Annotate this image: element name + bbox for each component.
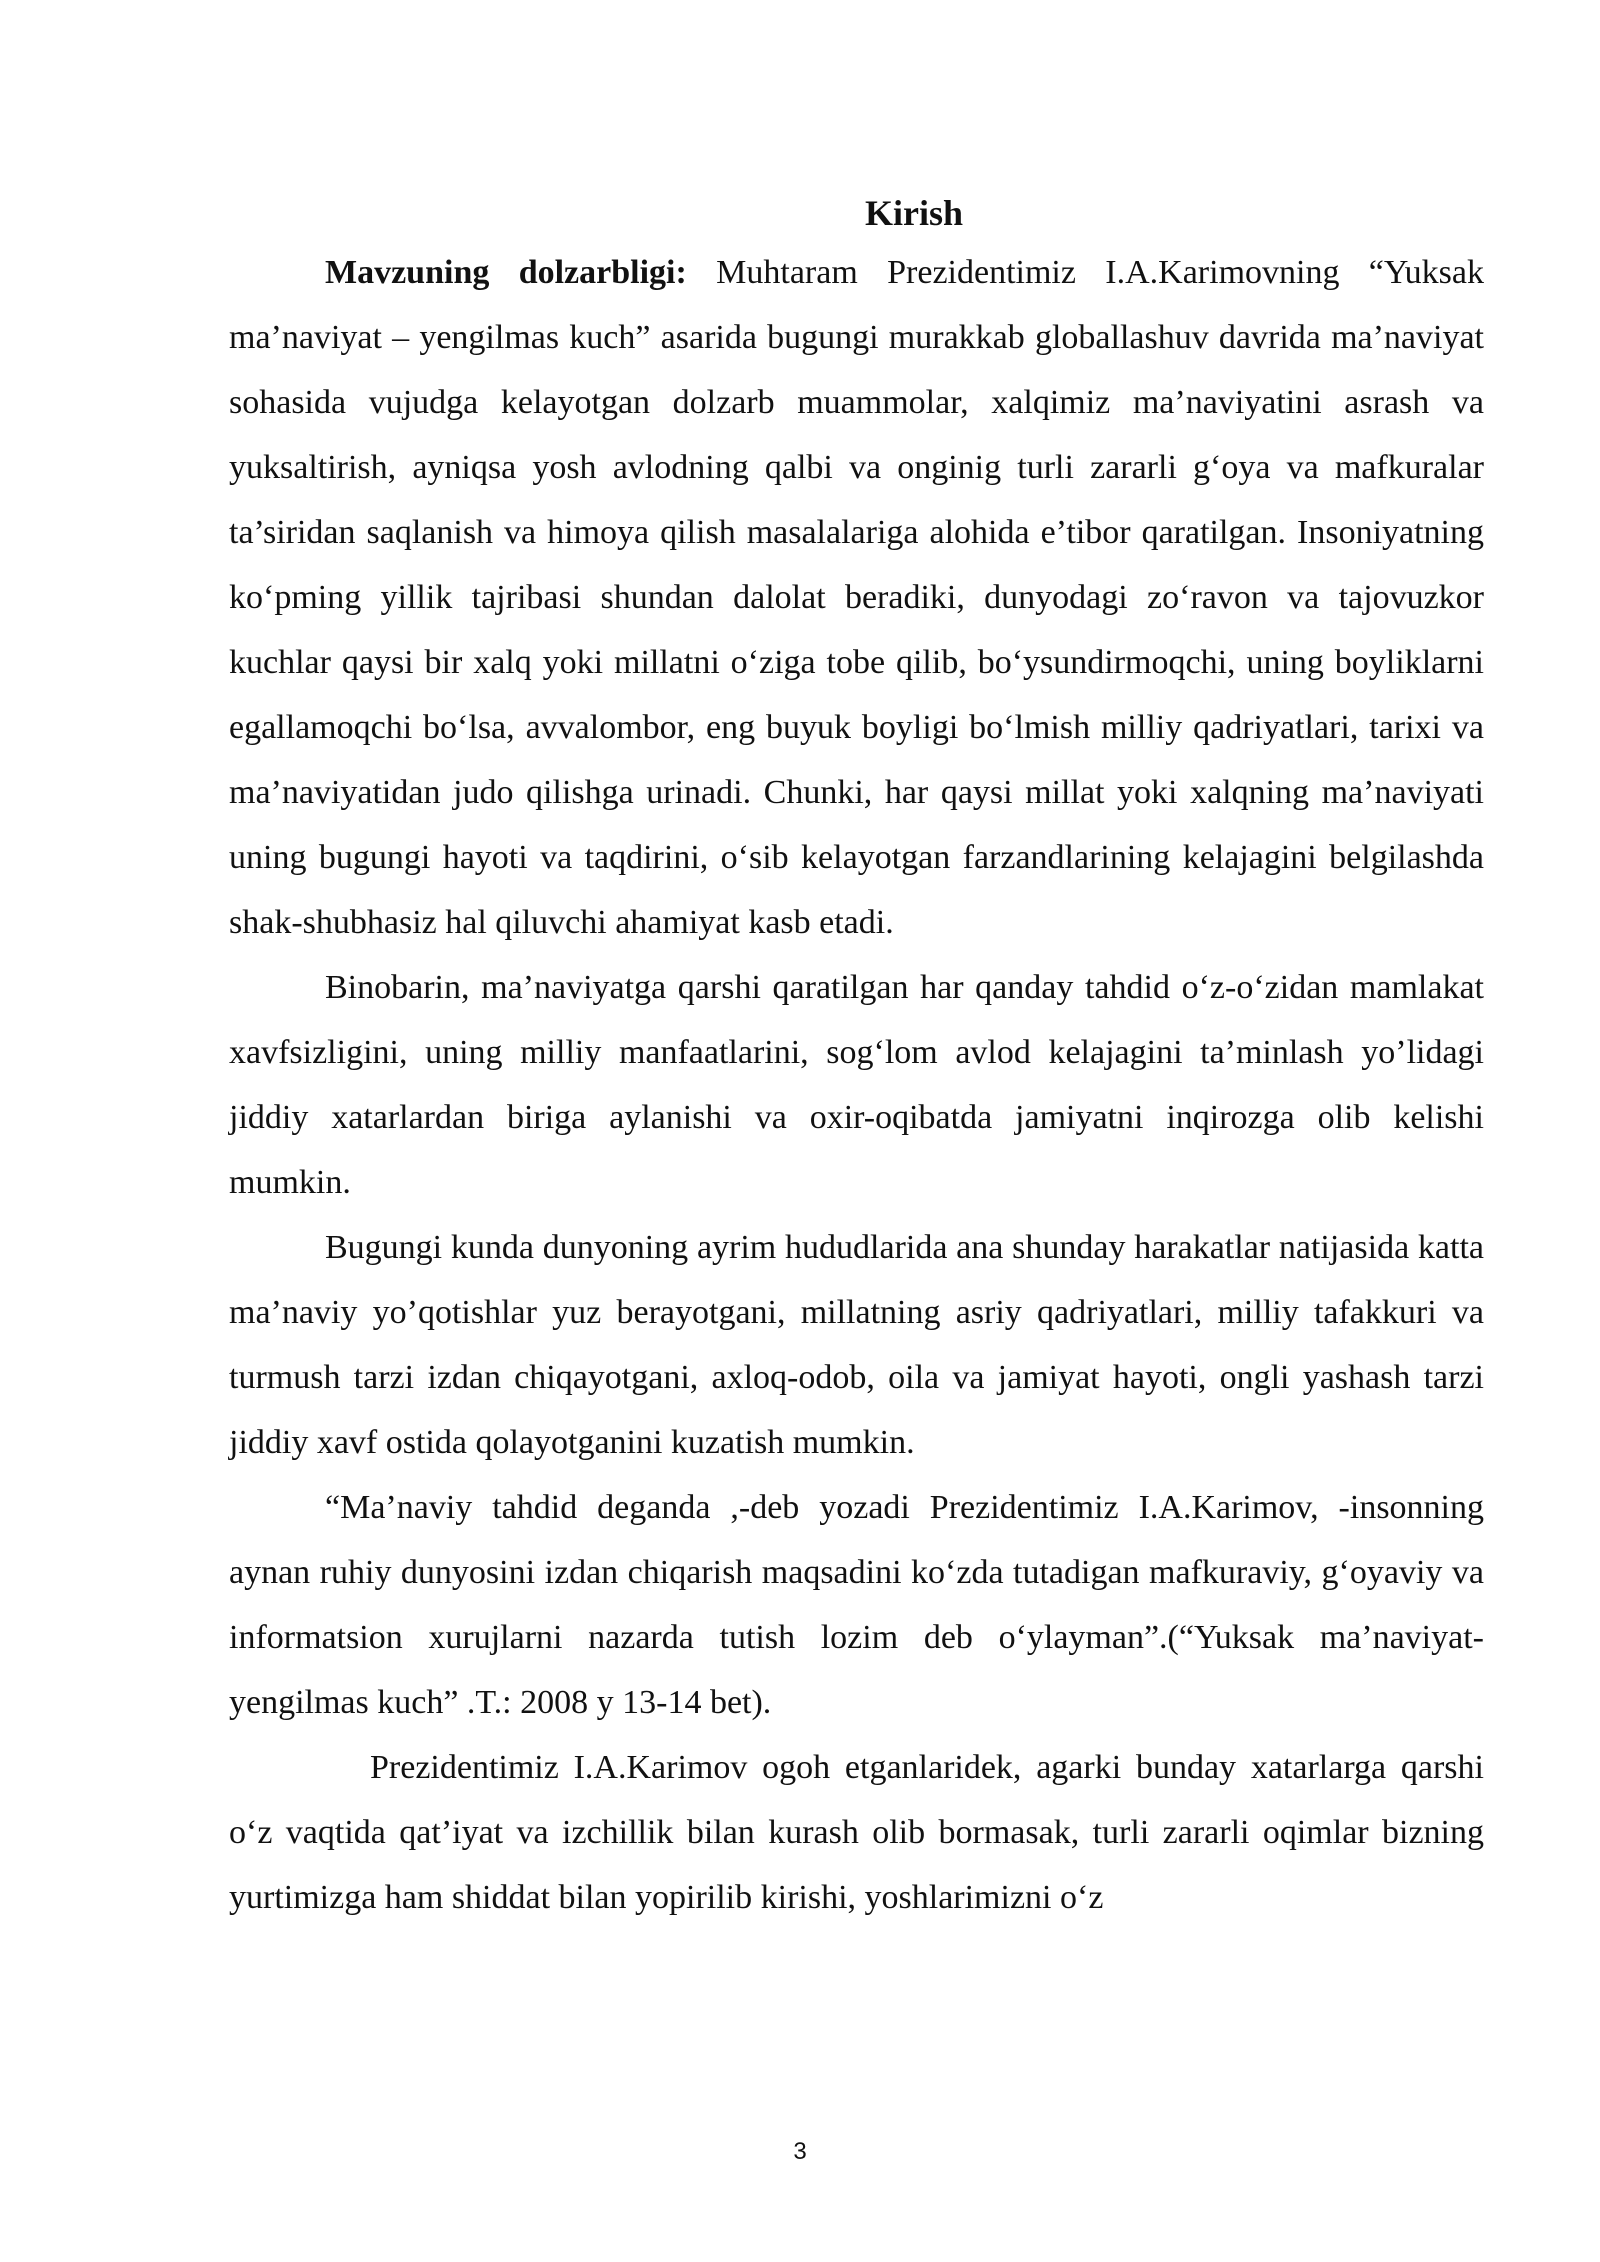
paragraph-text: Muhtaram Prezidentimiz I.A.Karimovning “Yuksak ma’naviyat – yengilmas kuch” asarida bugungi murakkab globallashuv davrida ma’naviyat sohasida vujudga kelayotgan dolzarb muammolar, xalqimiz ma’naviyatini asrash va yuksaltirish, ayniqsa yosh avlodning qalbi va onginig turli zararli g‘oya va mafkuralar ta’siridan saqlanish va himoya qilish masalalariga alohida e’tibor qaratilgan. Insoniyatning ko‘pming yillik tajribasi shundan dalolat beradiki, dunyodagi zo‘ravon va tajovuzkor kuchlar qaysi bir xalq yoki millatni o‘ziga tobe qilib, bo‘ysundirmoqchi, uning boyliklarni egallamoqchi bo‘lsa, avvalombor, eng buyuk boyligi bo‘lmish milliy qadriyatlari, tarixi va ma’naviyatidan judo qilishga urinadi. Chunki, har qaysi millat yoki xalqning ma’naviyati uning bugungi hayoti va taqdirini, o‘sib kelayotgan farzandlarining kelajagini belgilashda shak-shubhasiz hal qiluvchi ahamiyat kasb etadi. <box>229 254 1484 941</box>
page-number: 3 <box>793 2138 807 2165</box>
paragraph-lead: Mavzuning dolzarbligi: <box>325 254 687 291</box>
paragraph-quote: “Ma’naviy tahdid deganda ,-deb yozadi Prezidentimiz I.A.Karimov, -insonning aynan ruhiy dunyosini izdan chiqarish maqsadini ko‘zda tutadigan mafkuraviy, g‘oyaviy va informatsion xurujlarni nazarda tutish lozim deb o‘ylayman”.(“Yuksak ma’naviyat-yengilmas kuch” .T.: 2008 y 13-14 bet). <box>229 1489 1484 1721</box>
paragraph-world-regions: Bugungi kunda dunyoning ayrim hududlarida ana shunday harakatlar natijasida katta ma’naviy yo’qotishlar yuz berayotgani, millatning asriy qadriyatlari, milliy tafakkuri va turmush tarzi izdan chiqayotgani, axloq-odob, oila va jamiyat hayoti, ongli yashash tarzi jiddiy xavf ostida qolayotganini kuzatish mumkin. <box>229 1229 1484 1461</box>
paragraph-warning: Prezidentimiz I.A.Karimov ogoh etganlaridek, agarki bunday xatarlarga qarshi o‘z vaqtida qat’iyat va izchillik bilan kurash olib bormasak, turli zararli oqimlar bizning yurtimizga ham shiddat bilan yopirilib kirishi, yoshlarimizni o‘z <box>229 1749 1484 1916</box>
page-title: Kirish <box>864 193 963 233</box>
document-page <box>229 186 1484 1930</box>
paragraph-relevance <box>229 240 1484 955</box>
paragraph-threat: Binobarin, ma’naviyatga qarshi qaratilgan har qanday tahdid o‘z-o‘zidan mamlakat xavfsizligini, uning milliy manfaatlarini, sog‘lom avlod kelajagini ta’minlash yo’lidagi jiddiy xatarlardan biriga aylanishi va oxir-oqibatda jamiyatni inqirozga olib kelishi mumkin. <box>229 969 1484 1201</box>
